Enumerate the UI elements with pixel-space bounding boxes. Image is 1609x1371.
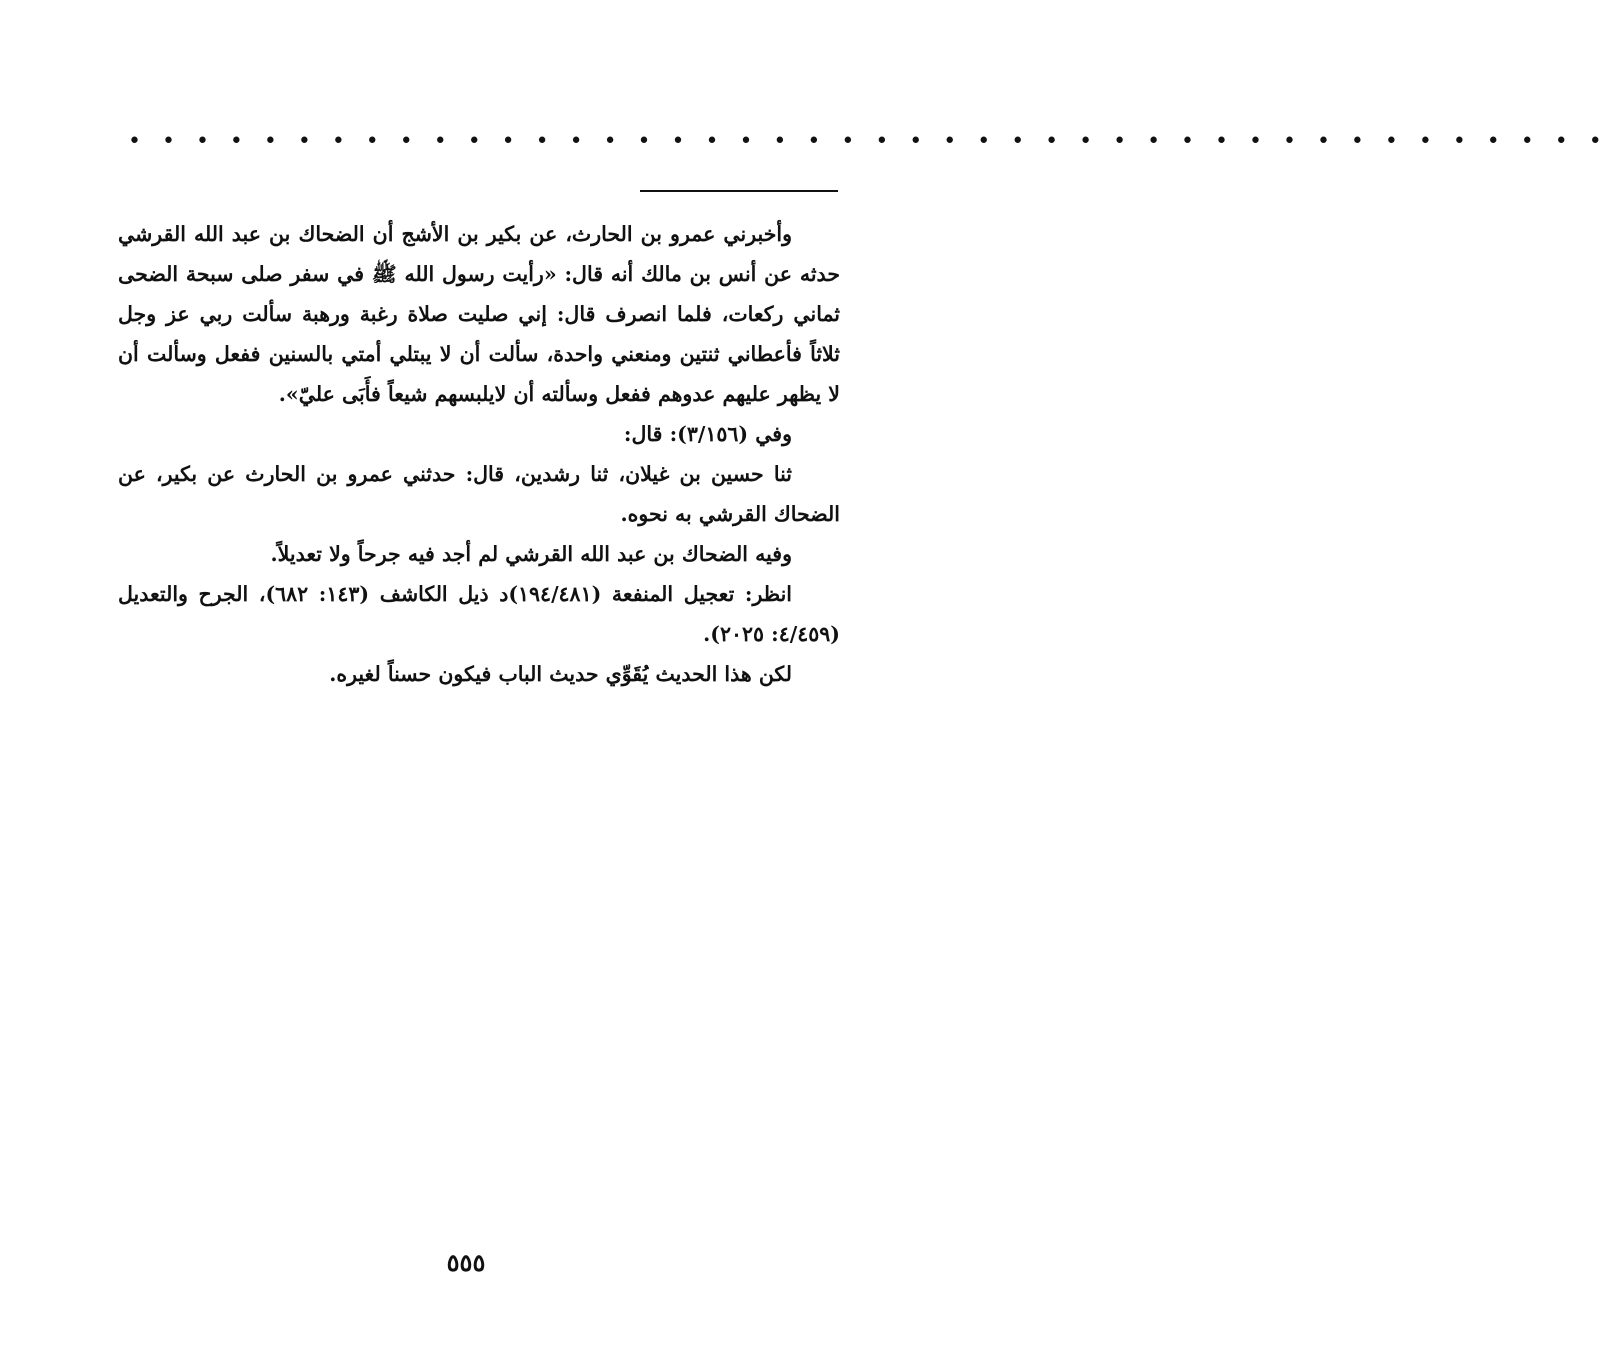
footnote-text (118, 214, 840, 694)
paragraph-see-also-references: انظر: تعجيل المنفعة (١٩٤/٤٨١)د ذيل الكاشف (١٤٣: ٦٨٢)، الجرح والتعديل (٤/٤٥٩: ٢٠٢٥). (118, 582, 840, 646)
footnote-rule (640, 190, 838, 192)
dotted-separator: • • • • • • • • • • • • • • • • • • • • • • • • • • • • • • • • • • • • • • • • • • • • (128, 129, 1609, 154)
paragraph-conclusion: لكن هذا الحديث يُقَوِّي حديث الباب فيكون حسناً لغيره. (329, 662, 792, 686)
page-number: ٥٥٥ (446, 1248, 486, 1277)
paragraph-narrator-assessment: وفيه الضحاك بن عبد الله القرشي لم أجد فيه جرحاً ولا تعديلاً. (270, 542, 792, 566)
paragraph-chain-of-narration: ثنا حسين بن غيلان، ثنا رشدين، قال: حدثني عمرو بن الحارث عن بكير، عن الضحاك القرشي به نحوه. (118, 462, 840, 526)
paragraph-hadith-narration: وأخبرني عمرو بن الحارث، عن بكير بن الأشج أن الضحاك بن عبد الله القرشي حدثه عن أنس بن مالك أنه قال: «رأيت رسول الله ﷺ في سفر صلى سبحة الضحى ثماني ركعات، فلما انصرف قال: إني صليت صلاة رغبة ورهبة سألت ربي عز وجل ثلاثاً فأعطاني ثنتين ومنعني واحدة، سألت أن لا يبتلي أمتي بالسنين ففعل وسألت أن لا يظهر عليهم عدوهم ففعل وسألته أن لايلبسهم شيعاً فأَبَى عليّ». (118, 222, 840, 406)
paragraph-source-reference: وفي (٣/١٥٦): قال: (623, 422, 792, 446)
